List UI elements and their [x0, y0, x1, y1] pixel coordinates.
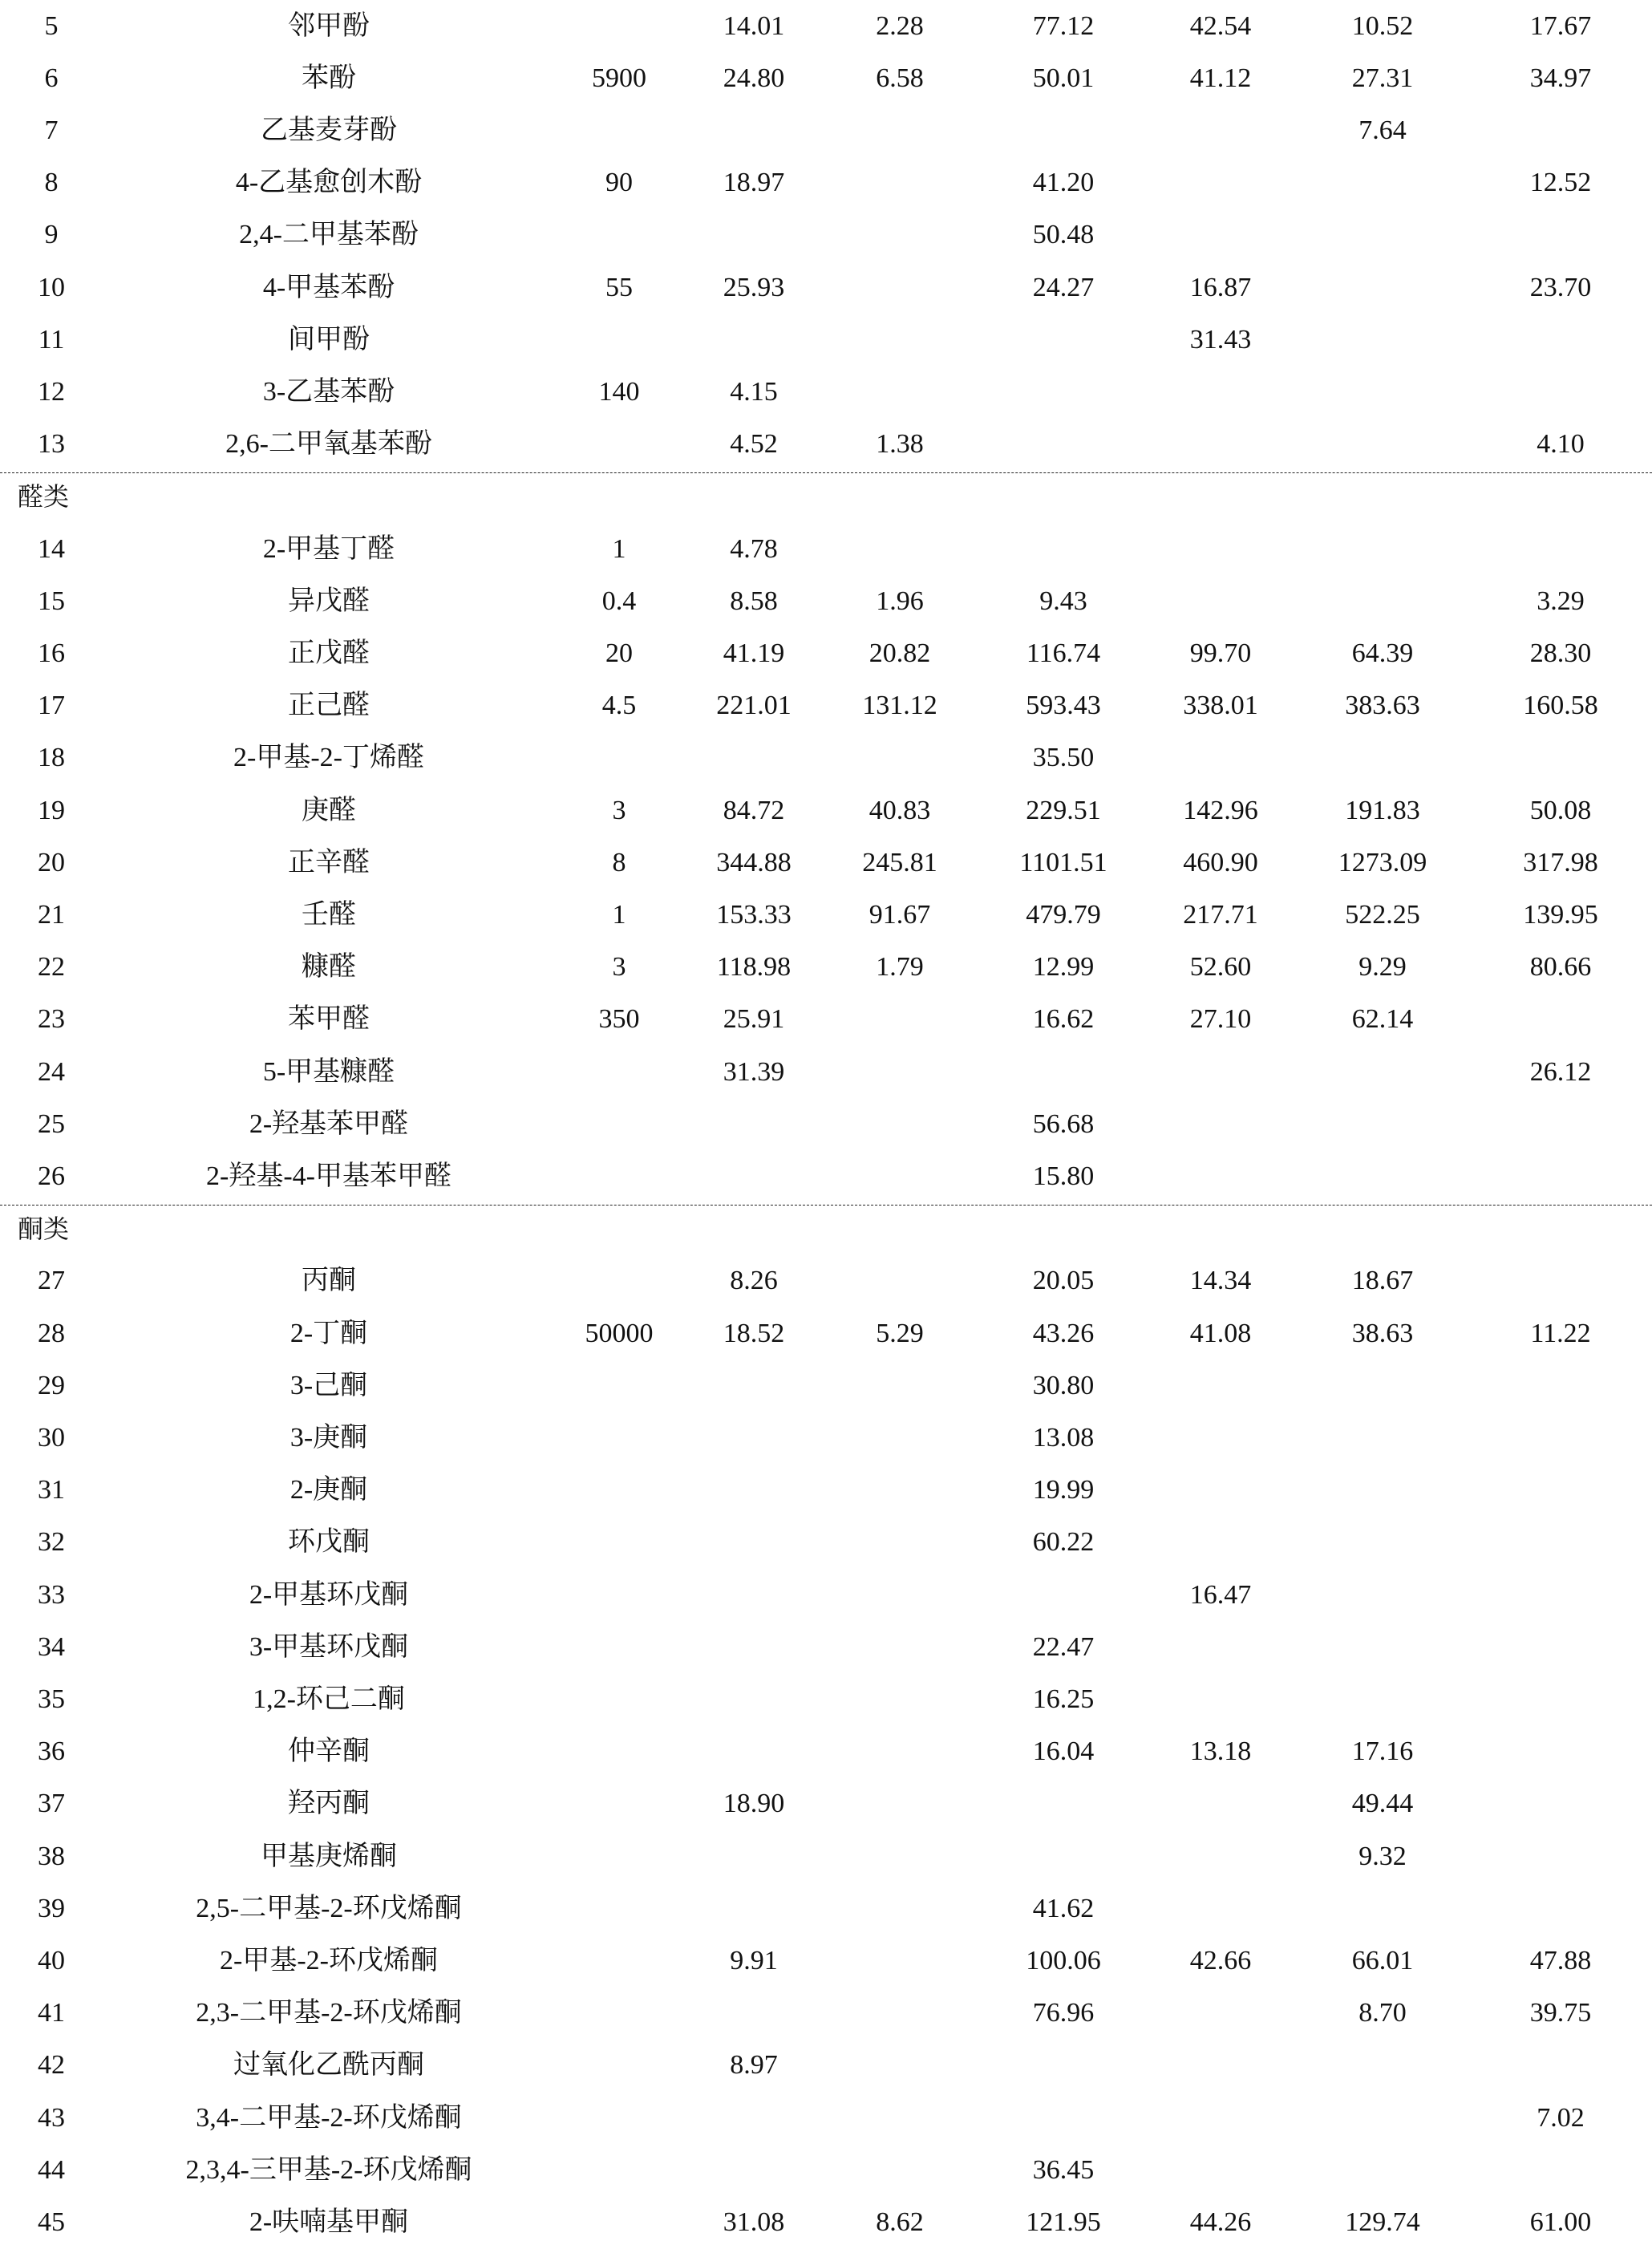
cell-v5: 17.16 — [1351, 1736, 1414, 1767]
cell-no: 36 — [38, 1736, 65, 1767]
cell-v1: 4.78 — [730, 533, 778, 564]
cell-v1: 344.88 — [716, 847, 792, 877]
cell-v1: 31.08 — [723, 2206, 785, 2237]
cell-name: 2,5-二甲基-2-环戊烯酮 — [196, 1893, 462, 1923]
cell-name: 甲基庚烯酮 — [261, 1841, 397, 1871]
cell-thr: 55 — [605, 272, 633, 302]
cell-v6: 3.29 — [1537, 586, 1585, 616]
table-row — [0, 1307, 1652, 1360]
cell-v4: 42.54 — [1189, 10, 1252, 41]
table-row — [0, 209, 1652, 261]
cell-name: 仲辛酮 — [288, 1736, 370, 1767]
cell-v5: 9.32 — [1358, 1841, 1407, 1871]
cell-v3: 593.43 — [1026, 691, 1101, 721]
cell-v3: 9.43 — [1039, 586, 1087, 616]
cell-name: 正戊醛 — [288, 638, 370, 668]
cell-v3: 13.08 — [1032, 1422, 1095, 1453]
table-row — [0, 732, 1652, 784]
cell-v1: 18.90 — [723, 1789, 785, 1819]
cell-v1: 8.58 — [730, 586, 778, 616]
table-row — [0, 889, 1652, 941]
cell-name: 邻甲酚 — [288, 10, 370, 41]
table-row — [0, 2144, 1652, 2196]
table-row — [0, 2092, 1652, 2144]
cell-no: 39 — [38, 1893, 65, 1923]
cell-v3: 1101.51 — [1019, 847, 1107, 877]
cell-v4: 13.18 — [1189, 1736, 1252, 1767]
cell-no: 17 — [38, 691, 65, 721]
table-row — [0, 1465, 1652, 1517]
cell-v3: 16.25 — [1032, 1684, 1095, 1714]
cell-name: 2-甲基-2-丁烯醛 — [233, 743, 424, 773]
cell-name: 3-甲基环戊酮 — [249, 1631, 409, 1662]
table-row — [0, 784, 1652, 837]
cell-thr: 90 — [605, 168, 633, 198]
cell-v6: 23.70 — [1529, 272, 1592, 302]
table-row — [0, 1150, 1652, 1202]
table-row — [0, 1673, 1652, 1725]
cell-v6: 80.66 — [1529, 952, 1592, 983]
cell-name: 庚醛 — [302, 795, 356, 825]
table-row — [0, 0, 1652, 52]
cell-v6: 61.00 — [1529, 2206, 1592, 2237]
cell-v5: 66.01 — [1351, 1945, 1414, 1975]
cell-v5: 18.67 — [1351, 1266, 1414, 1296]
cell-v2: 91.67 — [869, 899, 931, 930]
cell-v3: 60.22 — [1032, 1527, 1095, 1558]
cell-v2: 1.38 — [876, 429, 924, 460]
cell-name: 过氧化乙酰丙酮 — [233, 2050, 424, 2081]
section-label: 醛类 — [18, 482, 70, 512]
cell-v6: 139.95 — [1523, 899, 1598, 930]
cell-no: 20 — [38, 847, 65, 877]
cell-name: 4-甲基苯酚 — [262, 272, 395, 302]
cell-v5: 9.29 — [1358, 952, 1407, 983]
cell-name: 正己醛 — [288, 691, 370, 721]
cell-name: 丙酮 — [302, 1266, 356, 1296]
cell-v4: 44.26 — [1189, 2206, 1252, 2237]
cell-v5: 8.70 — [1358, 1998, 1407, 2028]
cell-name: 糠醛 — [302, 952, 356, 983]
cell-name: 2-呋喃基甲酮 — [249, 2206, 409, 2237]
cell-v1: 153.33 — [716, 899, 792, 930]
cell-name: 3,4-二甲基-2-环戊烯酮 — [196, 2102, 462, 2133]
cell-name: 2-甲基环戊酮 — [249, 1579, 409, 1610]
table-row — [0, 157, 1652, 209]
table-row — [0, 1255, 1652, 1307]
cell-v6: 7.02 — [1537, 2102, 1585, 2133]
table-row — [0, 837, 1652, 889]
cell-name: 间甲酚 — [288, 324, 370, 355]
cell-name: 4-乙基愈创木酚 — [235, 168, 423, 198]
cell-v5: 10.52 — [1351, 10, 1414, 41]
cell-v3: 16.62 — [1032, 1004, 1095, 1035]
cell-v1: 24.80 — [723, 63, 785, 93]
cell-v6: 47.88 — [1529, 1945, 1592, 1975]
section-label: 酮类 — [18, 1214, 70, 1244]
cell-no: 38 — [38, 1841, 65, 1871]
cell-thr: 350 — [598, 1004, 640, 1035]
cell-v4: 41.12 — [1189, 63, 1252, 93]
table-row — [0, 994, 1652, 1046]
cell-v4: 217.71 — [1183, 899, 1258, 930]
cell-v1: 25.93 — [723, 272, 785, 302]
cell-v4: 99.70 — [1189, 638, 1252, 668]
cell-v6: 12.52 — [1529, 168, 1592, 198]
table-row — [0, 1360, 1652, 1412]
cell-v3: 30.80 — [1032, 1370, 1095, 1400]
cell-v6: 160.58 — [1523, 691, 1598, 721]
cell-v3: 15.80 — [1032, 1161, 1095, 1191]
cell-no: 10 — [38, 272, 65, 302]
cell-v1: 9.91 — [730, 1945, 778, 1975]
cell-v3: 20.05 — [1032, 1266, 1095, 1296]
cell-name: 乙基麦芽酚 — [261, 115, 397, 145]
cell-v5: 383.63 — [1345, 691, 1420, 721]
cell-no: 12 — [38, 376, 65, 407]
table-row — [0, 575, 1652, 627]
cell-v5: 62.14 — [1351, 1004, 1414, 1035]
table-row — [0, 261, 1652, 314]
cell-v4: 142.96 — [1183, 795, 1258, 825]
cell-v3: 121.95 — [1026, 2206, 1101, 2237]
cell-v6: 34.97 — [1529, 63, 1592, 93]
cell-no: 27 — [38, 1266, 65, 1296]
cell-no: 45 — [38, 2206, 65, 2237]
cell-v2: 131.12 — [862, 691, 937, 721]
cell-v4: 41.08 — [1189, 1318, 1252, 1348]
cell-thr: 3 — [612, 795, 626, 825]
cell-no: 11 — [38, 324, 65, 355]
cell-no: 42 — [38, 2050, 65, 2081]
cell-no: 22 — [38, 952, 65, 983]
cell-no: 23 — [38, 1004, 65, 1035]
table-row — [0, 680, 1652, 732]
cell-thr: 1 — [612, 533, 626, 564]
cell-v3: 19.99 — [1032, 1475, 1095, 1505]
cell-v5: 191.83 — [1345, 795, 1420, 825]
cell-no: 33 — [38, 1579, 65, 1610]
cell-no: 40 — [38, 1945, 65, 1975]
cell-v5: 7.64 — [1358, 115, 1407, 145]
cell-v4: 338.01 — [1183, 691, 1258, 721]
cell-thr: 3 — [612, 952, 626, 983]
cell-v5: 27.31 — [1351, 63, 1414, 93]
table-row — [0, 1882, 1652, 1935]
cell-no: 18 — [38, 743, 65, 773]
cell-v1: 18.52 — [723, 1318, 785, 1348]
table-row — [0, 1935, 1652, 1987]
table-row — [0, 1517, 1652, 1569]
cell-no: 31 — [38, 1475, 65, 1505]
cell-no: 28 — [38, 1318, 65, 1348]
cell-v3: 35.50 — [1032, 743, 1095, 773]
table-row — [0, 627, 1652, 679]
table-row — [0, 1098, 1652, 1150]
table-row — [0, 1569, 1652, 1621]
cell-no: 37 — [38, 1789, 65, 1819]
cell-thr: 8 — [612, 847, 626, 877]
cell-v2: 40.83 — [869, 795, 931, 825]
cell-no: 26 — [38, 1161, 65, 1191]
cell-name: 羟丙酮 — [288, 1789, 370, 1819]
section-header — [0, 471, 1652, 523]
cell-thr: 4.5 — [601, 691, 637, 721]
cell-v4: 14.34 — [1189, 1266, 1252, 1296]
cell-v1: 8.97 — [730, 2050, 778, 2081]
cell-v3: 479.79 — [1026, 899, 1101, 930]
cell-name: 2-丁酮 — [290, 1318, 368, 1348]
cell-no: 14 — [38, 533, 65, 564]
table-row — [0, 1830, 1652, 1882]
cell-v3: 41.62 — [1032, 1893, 1095, 1923]
cell-v5: 129.74 — [1345, 2206, 1420, 2237]
cell-v1: 84.72 — [723, 795, 785, 825]
cell-no: 43 — [38, 2102, 65, 2133]
cell-name: 2,3-二甲基-2-环戊烯酮 — [196, 1998, 462, 2028]
cell-no: 41 — [38, 1998, 65, 2028]
cell-thr: 0.4 — [601, 586, 637, 616]
cell-no: 44 — [38, 2154, 65, 2185]
cell-v5: 49.44 — [1351, 1789, 1414, 1819]
cell-name: 苯酚 — [302, 63, 356, 93]
cell-v4: 31.43 — [1189, 324, 1252, 355]
table-row — [0, 523, 1652, 575]
cell-no: 19 — [38, 795, 65, 825]
cell-v3: 50.48 — [1032, 220, 1095, 250]
cell-v3: 116.74 — [1026, 638, 1101, 668]
cell-v5: 522.25 — [1345, 899, 1420, 930]
cell-v1: 221.01 — [716, 691, 792, 721]
table-row — [0, 52, 1652, 104]
cell-name: 2,6-二甲氧基苯酚 — [225, 429, 432, 460]
cell-name: 异戊醛 — [288, 586, 370, 616]
cell-name: 2,4-二甲基苯酚 — [239, 220, 419, 250]
cell-no: 34 — [38, 1631, 65, 1662]
table-row — [0, 366, 1652, 418]
cell-name: 壬醛 — [302, 899, 356, 930]
cell-v6: 4.10 — [1537, 429, 1585, 460]
cell-v2: 1.79 — [876, 952, 924, 983]
cell-v2: 20.82 — [869, 638, 931, 668]
cell-v2: 245.81 — [862, 847, 937, 877]
table-row — [0, 1988, 1652, 2040]
cell-v6: 11.22 — [1530, 1318, 1591, 1348]
cell-name: 2-庚酮 — [290, 1475, 368, 1505]
cell-name: 苯甲醛 — [288, 1004, 370, 1035]
cell-v3: 56.68 — [1032, 1108, 1095, 1139]
cell-no: 8 — [44, 168, 59, 198]
cell-no: 24 — [38, 1056, 65, 1087]
cell-v5: 1273.09 — [1338, 847, 1427, 877]
cell-no: 15 — [38, 586, 65, 616]
cell-v1: 18.97 — [723, 168, 785, 198]
section-header — [0, 1203, 1652, 1255]
cell-v1: 4.15 — [730, 376, 778, 407]
cell-v3: 36.45 — [1032, 2154, 1095, 2185]
cell-v6: 39.75 — [1529, 1998, 1592, 2028]
cell-v2: 8.62 — [876, 2206, 924, 2237]
cell-v1: 41.19 — [723, 638, 785, 668]
cell-v6: 28.30 — [1529, 638, 1592, 668]
table-row — [0, 104, 1652, 156]
cell-name: 2-甲基丁醛 — [262, 533, 395, 564]
cell-name: 5-甲基糠醛 — [262, 1056, 395, 1087]
cell-v3: 16.04 — [1032, 1736, 1095, 1767]
table-row — [0, 1412, 1652, 1464]
cell-v6: 26.12 — [1529, 1056, 1592, 1087]
cell-v3: 12.99 — [1032, 952, 1095, 983]
cell-v3: 76.96 — [1032, 1998, 1095, 2028]
cell-v5: 64.39 — [1351, 638, 1414, 668]
cell-v2: 6.58 — [876, 63, 924, 93]
cell-thr: 140 — [598, 376, 640, 407]
cell-v5: 38.63 — [1351, 1318, 1414, 1348]
cell-v2: 5.29 — [876, 1318, 924, 1348]
table-row — [0, 1726, 1652, 1778]
cell-thr: 50000 — [585, 1318, 654, 1348]
table-row — [0, 1778, 1652, 1830]
cell-v1: 25.91 — [723, 1004, 785, 1035]
cell-v1: 4.52 — [730, 429, 778, 460]
cell-v3: 24.27 — [1032, 272, 1095, 302]
cell-no: 30 — [38, 1422, 65, 1453]
cell-v2: 2.28 — [876, 10, 924, 41]
cell-v6: 17.67 — [1529, 10, 1592, 41]
cell-name: 3-庚酮 — [290, 1422, 368, 1453]
cell-v1: 8.26 — [730, 1266, 778, 1296]
cell-v4: 460.90 — [1183, 847, 1258, 877]
cell-name: 3-己酮 — [290, 1370, 368, 1400]
table-row — [0, 314, 1652, 366]
cell-v1: 31.39 — [723, 1056, 785, 1087]
table-row — [0, 2040, 1652, 2092]
cell-v3: 41.20 — [1032, 168, 1095, 198]
cell-v3: 50.01 — [1032, 63, 1095, 93]
cell-no: 13 — [38, 429, 65, 460]
cell-v4: 16.87 — [1189, 272, 1252, 302]
cell-name: 2,3,4-三甲基-2-环戊烯酮 — [185, 2154, 472, 2185]
cell-name: 1,2-环己二酮 — [253, 1684, 405, 1714]
cell-v1: 118.98 — [716, 952, 792, 983]
cell-thr: 1 — [612, 899, 626, 930]
cell-thr: 20 — [605, 638, 633, 668]
cell-name: 2-羟基-4-甲基苯甲醛 — [206, 1161, 451, 1191]
cell-v3: 22.47 — [1032, 1631, 1095, 1662]
cell-thr: 5900 — [592, 63, 646, 93]
cell-no: 6 — [44, 63, 59, 93]
cell-no: 7 — [44, 115, 59, 145]
cell-v4: 27.10 — [1189, 1004, 1252, 1035]
cell-v3: 77.12 — [1032, 10, 1095, 41]
cell-v3: 43.26 — [1032, 1318, 1095, 1348]
cell-v3: 229.51 — [1026, 795, 1101, 825]
table-row — [0, 942, 1652, 994]
cell-no: 32 — [38, 1527, 65, 1558]
cell-v6: 317.98 — [1523, 847, 1598, 877]
cell-v6: 50.08 — [1529, 795, 1592, 825]
cell-v1: 14.01 — [723, 10, 785, 41]
cell-name: 2-甲基-2-环戊烯酮 — [220, 1945, 438, 1975]
cell-v2: 1.96 — [876, 586, 924, 616]
cell-no: 16 — [38, 638, 65, 668]
cell-no: 29 — [38, 1370, 65, 1400]
cell-v4: 16.47 — [1189, 1579, 1252, 1610]
cell-no: 21 — [38, 899, 65, 930]
cell-v3: 100.06 — [1026, 1945, 1101, 1975]
cell-no: 5 — [44, 10, 59, 41]
cell-no: 9 — [44, 220, 59, 250]
cell-name: 正辛醛 — [288, 847, 370, 877]
table-row — [0, 2196, 1652, 2248]
cell-v4: 42.66 — [1189, 1945, 1252, 1975]
table-row — [0, 419, 1652, 471]
cell-name: 3-乙基苯酚 — [262, 376, 395, 407]
cell-no: 25 — [38, 1108, 65, 1139]
cell-no: 35 — [38, 1684, 65, 1714]
cell-name: 环戊酮 — [288, 1527, 370, 1558]
table-row — [0, 1046, 1652, 1098]
cell-v4: 52.60 — [1189, 952, 1252, 983]
cell-name: 2-羟基苯甲醛 — [249, 1108, 409, 1139]
table-row — [0, 1621, 1652, 1673]
